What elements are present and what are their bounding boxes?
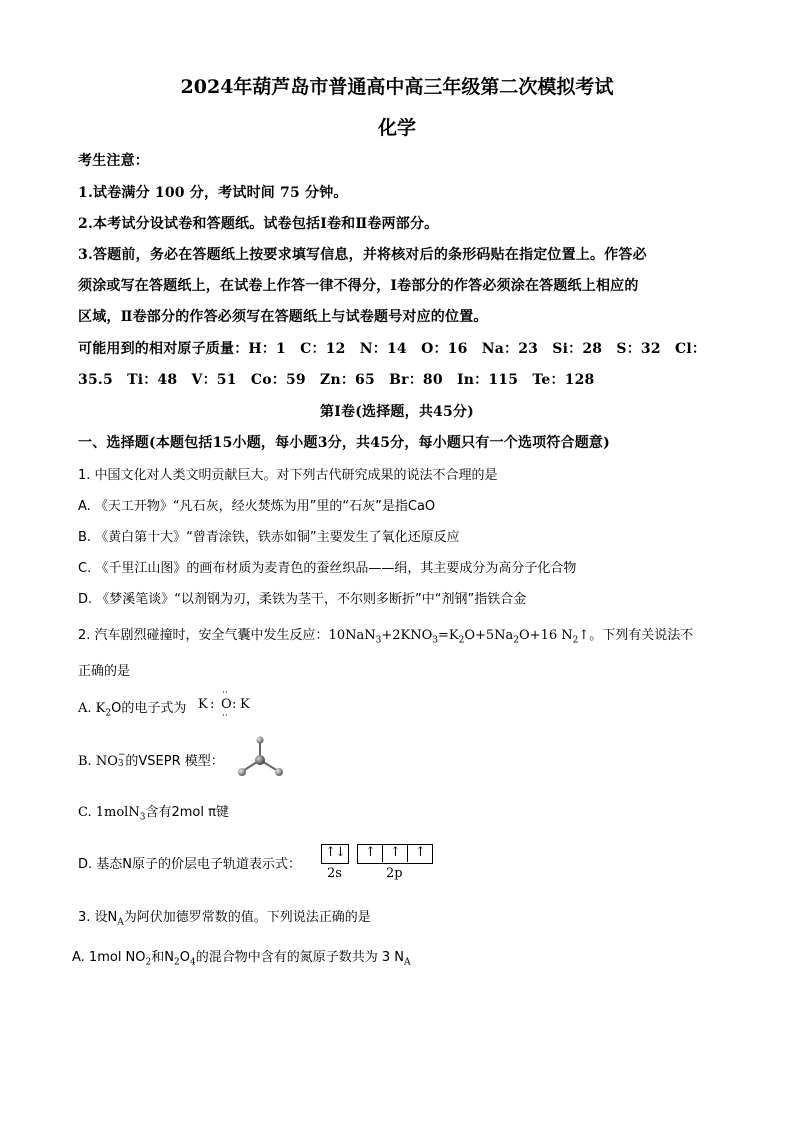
question-2-stem-line-2: 正确的是 [78,664,131,679]
atomic-masses-line-1: 可能用到的相对原子质量：H：1 C：12 N：14 O：16 Na：23 Si：28 S：32 Cl： [78,341,707,357]
orbital-2p-arrow-3: ↑ [415,845,426,860]
question-2-option-d: D. 基态N原子的价层电子轨道表示式： [78,857,301,872]
notice-item-3-line-1: 3.答题前，务必在答题纸上按要求填写信息，并将核对后的条形码贴在指定位置上。作答必 [78,247,647,263]
question-2-option-a: A. $K_2O$的电子式为 [78,701,187,719]
subject-title: 化学 [377,117,416,139]
reaction-equation: $10NaN_3+2KNO_3=K_2O+5Na_2O+16$ $N_2↑$ [328,628,590,646]
question-1-option-c: C. 《千里江山图》的画布材质为麦青色的蚕丝织品——绢，其主要成分为高分子化合物 [78,561,577,576]
question-1-option-d: D. 《梦溪笔谈》“以剂钢为刃，柔铁为茎干，不尔则多断折”中“剂钢”指铁合金 [78,592,527,607]
section-heading: 一、选择题(本题包括15小题，每小题3分，共45分，每小题只有一个选项符合题意) [78,435,610,451]
orbital-2p-arrow-2: ↑ [390,845,401,860]
orbital-2s-arrows: ↑↓ [325,845,345,860]
atomic-masses-line-2: 35.5 Ti：48 V：51 Co：59 Zn：65 Br：80 In：115 Te：128 [78,372,595,388]
question-3-option-a: A. 1mol $NO_2$和$N_2O_4$的混合物中含有的氮原子数共为 3 $N_A$ [72,950,411,968]
question-2-stem: 2. 汽车剧烈碰撞时，安全气囊中发生反应：$10NaN_3+2KNO_3=K_2O+5Na_2O+16$ $N_2↑$。下列有关说法不 [78,628,694,646]
notice-item-2: 2.本考试分设试卷和答题纸。试卷包括Ⅰ卷和Ⅱ卷两部分。 [78,216,439,232]
notice-item-3-line-2: 须涂或写在答题纸上，在试卷上作答一律不得分，Ⅰ卷部分的作答必须涂在答题纸上相应的 [78,278,639,294]
question-1-stem: 1. 中国文化对人类文明贡献巨大。对下列古代研究成果的说法不合理的是 [78,468,498,483]
k2o-electron-formula: K : ·· O ·· : K [198,688,250,721]
notice-heading: 考生注意： [78,153,149,169]
question-2-option-b: B. NO − 3 的VSEPR 模型： [78,749,224,769]
question-1-option-a: A. 《天工开物》“凡石灰，经火焚炼为用”里的“石灰”是指CaO [78,499,436,514]
question-1-option-b: B. 《黄白第十大》“曾青涂铁，铁赤如铜”主要发生了氧化还原反应 [78,530,460,545]
part-one-title: 第Ⅰ卷(选择题，共45分) [320,404,474,420]
question-3-stem: 3. 设$N_A$为阿伏加德罗常数的值。下列说法正确的是 [78,910,371,928]
orbital-diagram [321,844,441,886]
question-2-option-c: C. 1molN$_3$含有2mol π键 [78,805,229,823]
notice-item-1: 1.试卷满分 100 分，考试时间 75 分钟。 [78,185,348,201]
orbital-2p-label: 2p [386,866,403,881]
notice-item-3-line-3: 区域，Ⅱ卷部分的作答必须写在答题纸上与试卷题号对应的位置。 [78,309,488,325]
orbital-2p-arrow-1: ↑ [365,845,376,860]
vsepr-model-image [232,733,288,779]
orbital-2s-label: 2s [327,866,342,881]
exam-title: 2024年葫芦岛市普通高中高三年级第二次模拟考试 [180,76,614,98]
